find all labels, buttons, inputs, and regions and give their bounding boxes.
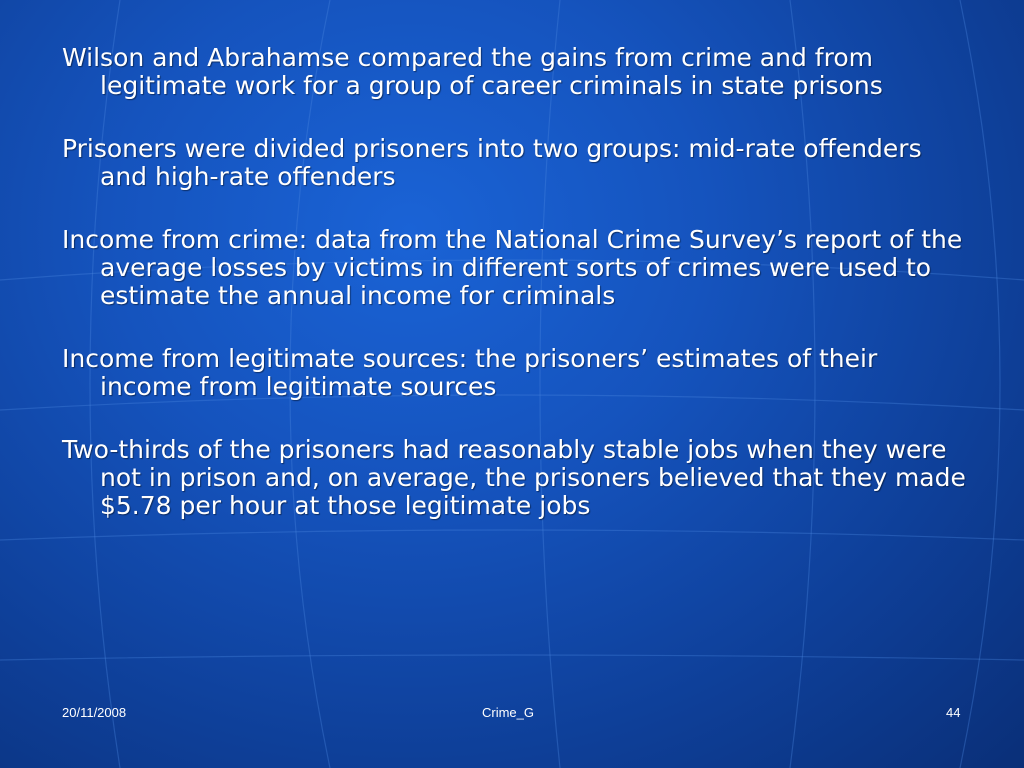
- bullet-paragraph-1: Wilson and Abrahamse compared the gains from crime and from legitimate work for a group of career criminals in state prisons: [62, 43, 883, 100]
- footer-date: 20/11/2008: [62, 705, 127, 720]
- bullet-paragraph-4: Income from legitimate sources: the prisoners’ estimates of their income from legitimate sources: [62, 344, 878, 401]
- footer-page-number: 44: [946, 705, 961, 720]
- bullet-paragraph-3: Income from crime: data from the National Crime Survey’s report of the average losses by victims in different sorts of crimes were used to estimate the annual income for criminals: [62, 225, 963, 310]
- slide-body: [62, 44, 972, 555]
- bullet-paragraph-5: Two-thirds of the prisoners had reasonably stable jobs when they were not in prison and, on average, the prisoners believed that they made $5.78 per hour at those legitimate jobs: [62, 435, 966, 520]
- bullet-paragraph-2: Prisoners were divided prisoners into two groups: mid-rate offenders and high-rate offenders: [62, 134, 922, 191]
- footer-title: Crime_G: [482, 705, 535, 720]
